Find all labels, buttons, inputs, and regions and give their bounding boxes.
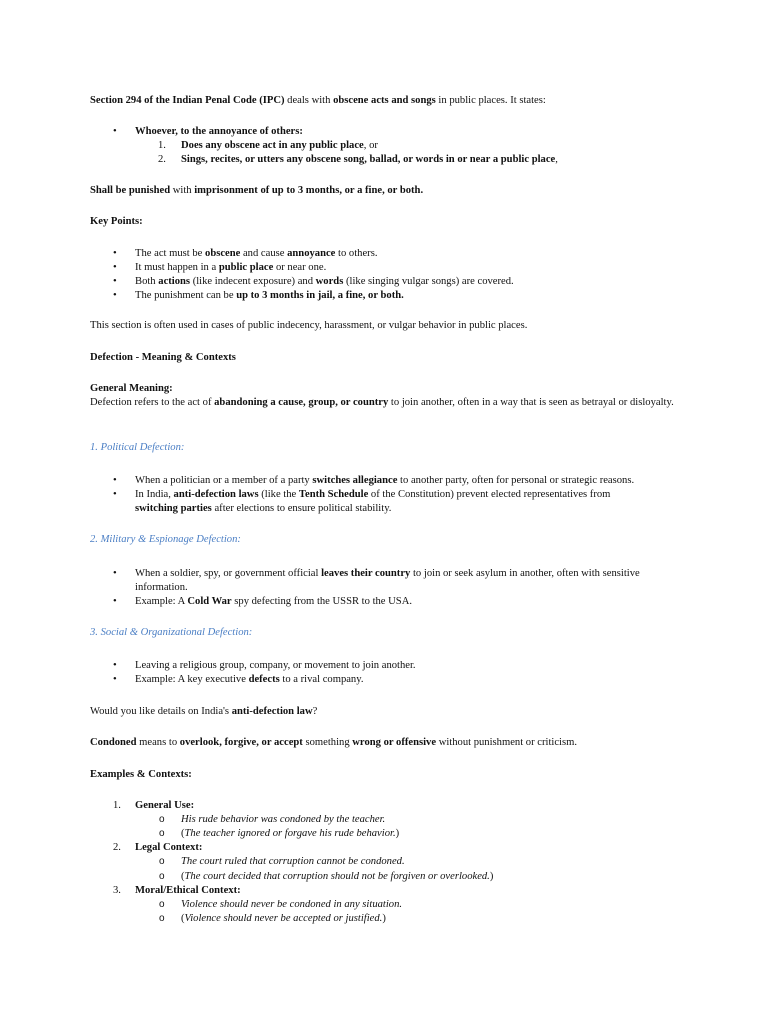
text-run: In India, (135, 489, 174, 500)
ipc-usage-note: This section is often used in cases of public indecency, harassment, or vulgar behavior in public places. (90, 320, 528, 331)
bold-text-run: switches allegiance (312, 475, 398, 486)
key-point (135, 289, 675, 303)
list-number: 2. (158, 154, 166, 165)
text-run: with (170, 185, 195, 196)
general-meaning-heading: General Meaning: (90, 383, 173, 394)
list-number: 1. (158, 140, 166, 151)
ipc-whoever: Whoever, to the annoyance of others: (135, 126, 303, 137)
political-defection-heading: 1. Political Defection: (90, 442, 185, 453)
social-bullet (135, 673, 675, 687)
text-run: Both (135, 276, 159, 287)
bold-text-run: leaves their country (321, 568, 411, 579)
sub-bullet: o (159, 814, 165, 825)
anti-defection-question (90, 705, 680, 719)
text-run: or near one. (273, 262, 327, 273)
example-sentence: The court ruled that corruption cannot be condoned. (181, 856, 405, 867)
text-run: Example: A key executive (135, 674, 249, 685)
text-run: , or (363, 140, 378, 151)
example-explanation: (Violence should never be accepted or justified.) (181, 913, 386, 924)
military-bullet (135, 567, 675, 595)
text-run: without punishment or criticism. (436, 737, 577, 748)
list-number: 3. (113, 885, 121, 896)
key-point (135, 275, 675, 289)
bullet: • (113, 489, 117, 500)
bullet: • (113, 276, 117, 287)
text-run: Example: A (135, 596, 188, 607)
text-run: ? (312, 706, 318, 717)
ipc-clause-1 (181, 139, 378, 153)
bold-text-run: obscene (205, 248, 241, 259)
bullet: • (113, 262, 117, 273)
sub-bullet: o (159, 856, 165, 867)
bold-text-run: actions (158, 276, 191, 287)
text-run: When a politician or a member of a party (135, 475, 313, 486)
bold-text-run: Does any obscene act in any public place (181, 140, 364, 151)
condoned-definition (90, 736, 680, 750)
text-run: , (555, 154, 558, 165)
ipc-intro (90, 94, 680, 108)
bold-text-run: overlook, forgive, or accept (179, 737, 303, 748)
text-run: (like indecent exposure) and (190, 276, 316, 287)
sub-bullet: o (159, 871, 165, 882)
example-explanation: (The court decided that corruption should not be forgiven or overlooked.) (181, 871, 494, 882)
bold-text-run: Section 294 of the Indian Penal Code (IPC) (90, 95, 285, 106)
example-label: Moral/Ethical Context: (135, 885, 241, 896)
bold-text-run: Sings, recites, or utters any obscene song, ballad, or words in or near a public place (181, 154, 556, 165)
bold-text-run: Shall be punished (90, 185, 171, 196)
bold-text-run: wrong or offensive (352, 737, 437, 748)
key-point (135, 261, 675, 275)
bullet: • (113, 596, 117, 607)
example-explanation: (The teacher ignored or forgave his rude behavior.) (181, 828, 400, 839)
bold-text-run: defects (248, 674, 280, 685)
example-label: Legal Context: (135, 842, 203, 853)
list-number: 2. (113, 842, 121, 853)
bold-text-run: Cold War (187, 596, 232, 607)
text-run: Would you like details on India's (90, 706, 232, 717)
bullet: • (113, 660, 117, 671)
social-defection-heading: 3. Social & Organizational Defection: (90, 627, 253, 638)
bullet: • (113, 674, 117, 685)
political-bullet (135, 474, 675, 488)
example-label: General Use: (135, 800, 195, 811)
text-run: after elections to ensure political stability. (211, 503, 392, 514)
bold-text-run: up to 3 months in jail, a fine, or both. (236, 290, 404, 301)
text-run: The act must be (135, 248, 206, 259)
political-bullet (135, 488, 655, 516)
text-run: Defection refers to the act of (90, 397, 215, 408)
bold-text-run: switching parties (135, 503, 212, 514)
examples-heading: Examples & Contexts: (90, 769, 192, 780)
bold-text-run: imprisonment of up to 3 months, or a fine, or both. (194, 185, 424, 196)
text-run: to another party, often for personal or strategic reasons. (397, 475, 635, 486)
text-run: to a rival company. (279, 674, 364, 685)
bold-text-run: Condoned (90, 737, 137, 748)
text-run: It must happen in a (135, 262, 219, 273)
sub-bullet: o (159, 899, 165, 910)
text-run: Leaving a religious group, company, or movement to join another. (135, 660, 416, 671)
general-meaning-text (90, 396, 680, 410)
military-defection-heading: 2. Military & Espionage Defection: (90, 534, 241, 545)
text-run: spy defecting from the USSR to the USA. (231, 596, 412, 607)
bold-text-run: anti-defection law (231, 706, 313, 717)
defection-title: Defection - Meaning & Contexts (90, 352, 236, 363)
sub-bullet: o (159, 828, 165, 839)
text-run: (like singing vulgar songs) are covered. (343, 276, 514, 287)
bullet: • (113, 126, 117, 137)
sub-bullet: o (159, 913, 165, 924)
text-run: of the Constitution) prevent elected representatives from (368, 489, 611, 500)
text-run: to join another, often in a way that is seen as betrayal or disloyalty. (388, 397, 674, 408)
ipc-punishment (90, 184, 680, 198)
example-sentence: His rude behavior was condoned by the teacher. (181, 814, 386, 825)
text-run: to others. (335, 248, 378, 259)
text-run: deals with (284, 95, 334, 106)
bold-text-run: obscene acts and songs (333, 95, 436, 106)
text-run: in public places. It states: (435, 95, 546, 106)
key-points-heading: Key Points: (90, 216, 143, 227)
military-bullet (135, 595, 675, 609)
bold-text-run: abandoning a cause, group, or country (214, 397, 389, 408)
bullet: • (113, 475, 117, 486)
text-run: When a soldier, spy, or government official (135, 568, 322, 579)
bold-text-run: words (315, 276, 344, 287)
text-run: means to (136, 737, 180, 748)
bold-text-run: Tenth Schedule (298, 489, 369, 500)
text-run: to join or seek asylum in another, often with sensitive information. (135, 568, 640, 593)
social-bullet (135, 659, 675, 673)
text-run: something (302, 737, 353, 748)
bullet: • (113, 248, 117, 259)
bold-text-run: annoyance (287, 248, 336, 259)
bold-text-run: public place (218, 262, 274, 273)
key-point (135, 247, 675, 261)
text-run: (like the (258, 489, 299, 500)
example-sentence: Violence should never be condoned in any situation. (181, 899, 403, 910)
bullet: • (113, 290, 117, 301)
bold-text-run: anti-defection laws (173, 489, 259, 500)
text-run: and cause (240, 248, 288, 259)
text-run: The punishment can be (135, 290, 237, 301)
bullet: • (113, 568, 117, 579)
list-number: 1. (113, 800, 121, 811)
ipc-clause-2 (181, 153, 558, 167)
